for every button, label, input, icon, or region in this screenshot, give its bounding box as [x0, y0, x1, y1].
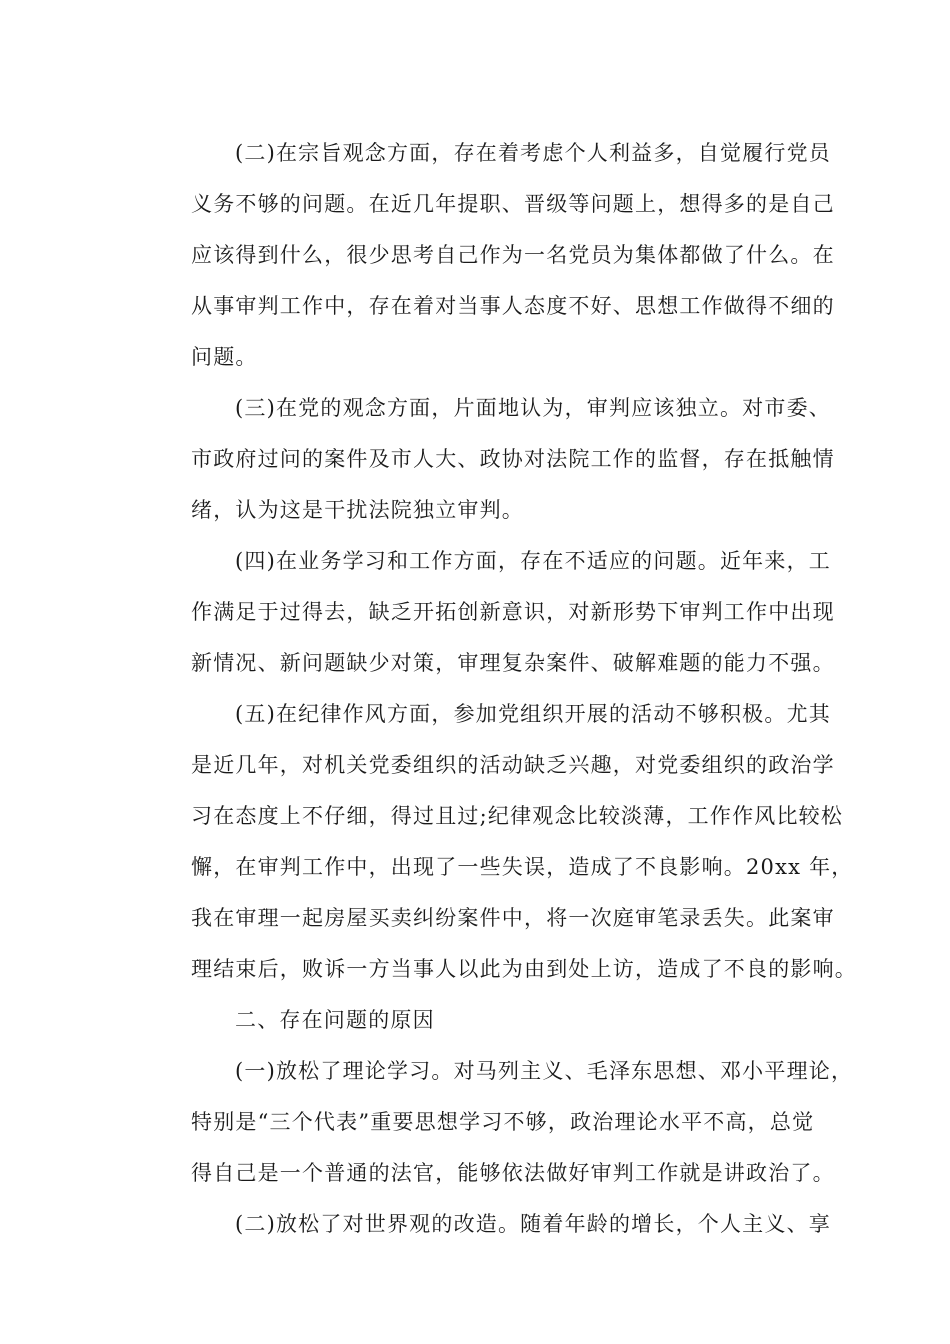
- section-heading: [147, 995, 807, 1046]
- paragraph-business-study: [147, 536, 835, 689]
- text-line: (四)在业务学习和工作方面，存在不适应的问题。近年来，工: [235, 549, 831, 573]
- text-line: 得自己是一个普通的法官，能够依法做好审判工作就是讲政治了。: [191, 1161, 835, 1185]
- text-line: 习在态度上不仔细，得过且过;纪律观念比较淡薄，工作作风比较松: [191, 804, 844, 828]
- text-line: 绪，认为这是干扰法院独立审判。: [191, 498, 524, 522]
- text-line: 懈，在审判工作中，出现了一些失误，造成了不良影响。20xx 年，: [191, 855, 854, 879]
- text-line: (五)在纪律作风方面，参加党组织开展的活动不够积极。尤其: [235, 702, 831, 726]
- text-line: (二)在宗旨观念方面，存在着考虑个人利益多，自觉履行党员: [235, 141, 831, 165]
- text-line: (一)放松了理论学习。对马列主义、毛泽东思想、邓小平理论，: [235, 1059, 854, 1083]
- paragraph-party-concept: [147, 383, 835, 536]
- text-line: (三)在党的观念方面，片面地认为，审判应该独立。对市委、: [235, 396, 831, 420]
- text-line: 市政府过问的案件及市人大、政协对法院工作的监督，存在抵触情: [191, 447, 835, 471]
- text-line: (二)放松了对世界观的改造。随着年龄的增长，个人主义、享: [235, 1212, 831, 1236]
- text-line: 新情况、新问题缺少对策，审理复杂案件、破解难题的能力不强。: [191, 651, 835, 675]
- text-line: 从事审判工作中，存在着对当事人态度不好、思想工作做得不细的: [191, 294, 835, 318]
- document-body: [147, 128, 857, 1250]
- text-line: 我在审理一起房屋买卖纠纷案件中，将一次庭审笔录丢失。此案审: [191, 906, 835, 930]
- text-line: 特别是“三个代表”重要思想学习不够，政治理论水平不高，总觉: [191, 1110, 815, 1134]
- paragraph-worldview: [147, 1199, 831, 1250]
- text-line: 义务不够的问题。在近几年提职、晋级等问题上，想得多的是自己: [191, 192, 835, 216]
- text-line: 作满足于过得去，缺乏开拓创新意识，对新形势下审判工作中出现: [191, 600, 835, 624]
- paragraph-purpose-concept: [147, 128, 835, 383]
- text-line: 理结束后，败诉一方当事人以此为由到处上访，造成了不良的影响。: [191, 957, 857, 981]
- paragraph-theory-study: [147, 1046, 854, 1199]
- paragraph-discipline: [147, 689, 857, 995]
- text-line: 问题。: [191, 345, 258, 369]
- text-line: 是近几年，对机关党委组织的活动缺乏兴趣，对党委组织的政治学: [191, 753, 835, 777]
- heading-text: 二、存在问题的原因: [235, 1008, 435, 1032]
- text-line: 应该得到什么，很少思考自己作为一名党员为集体都做了什么。在: [191, 243, 835, 267]
